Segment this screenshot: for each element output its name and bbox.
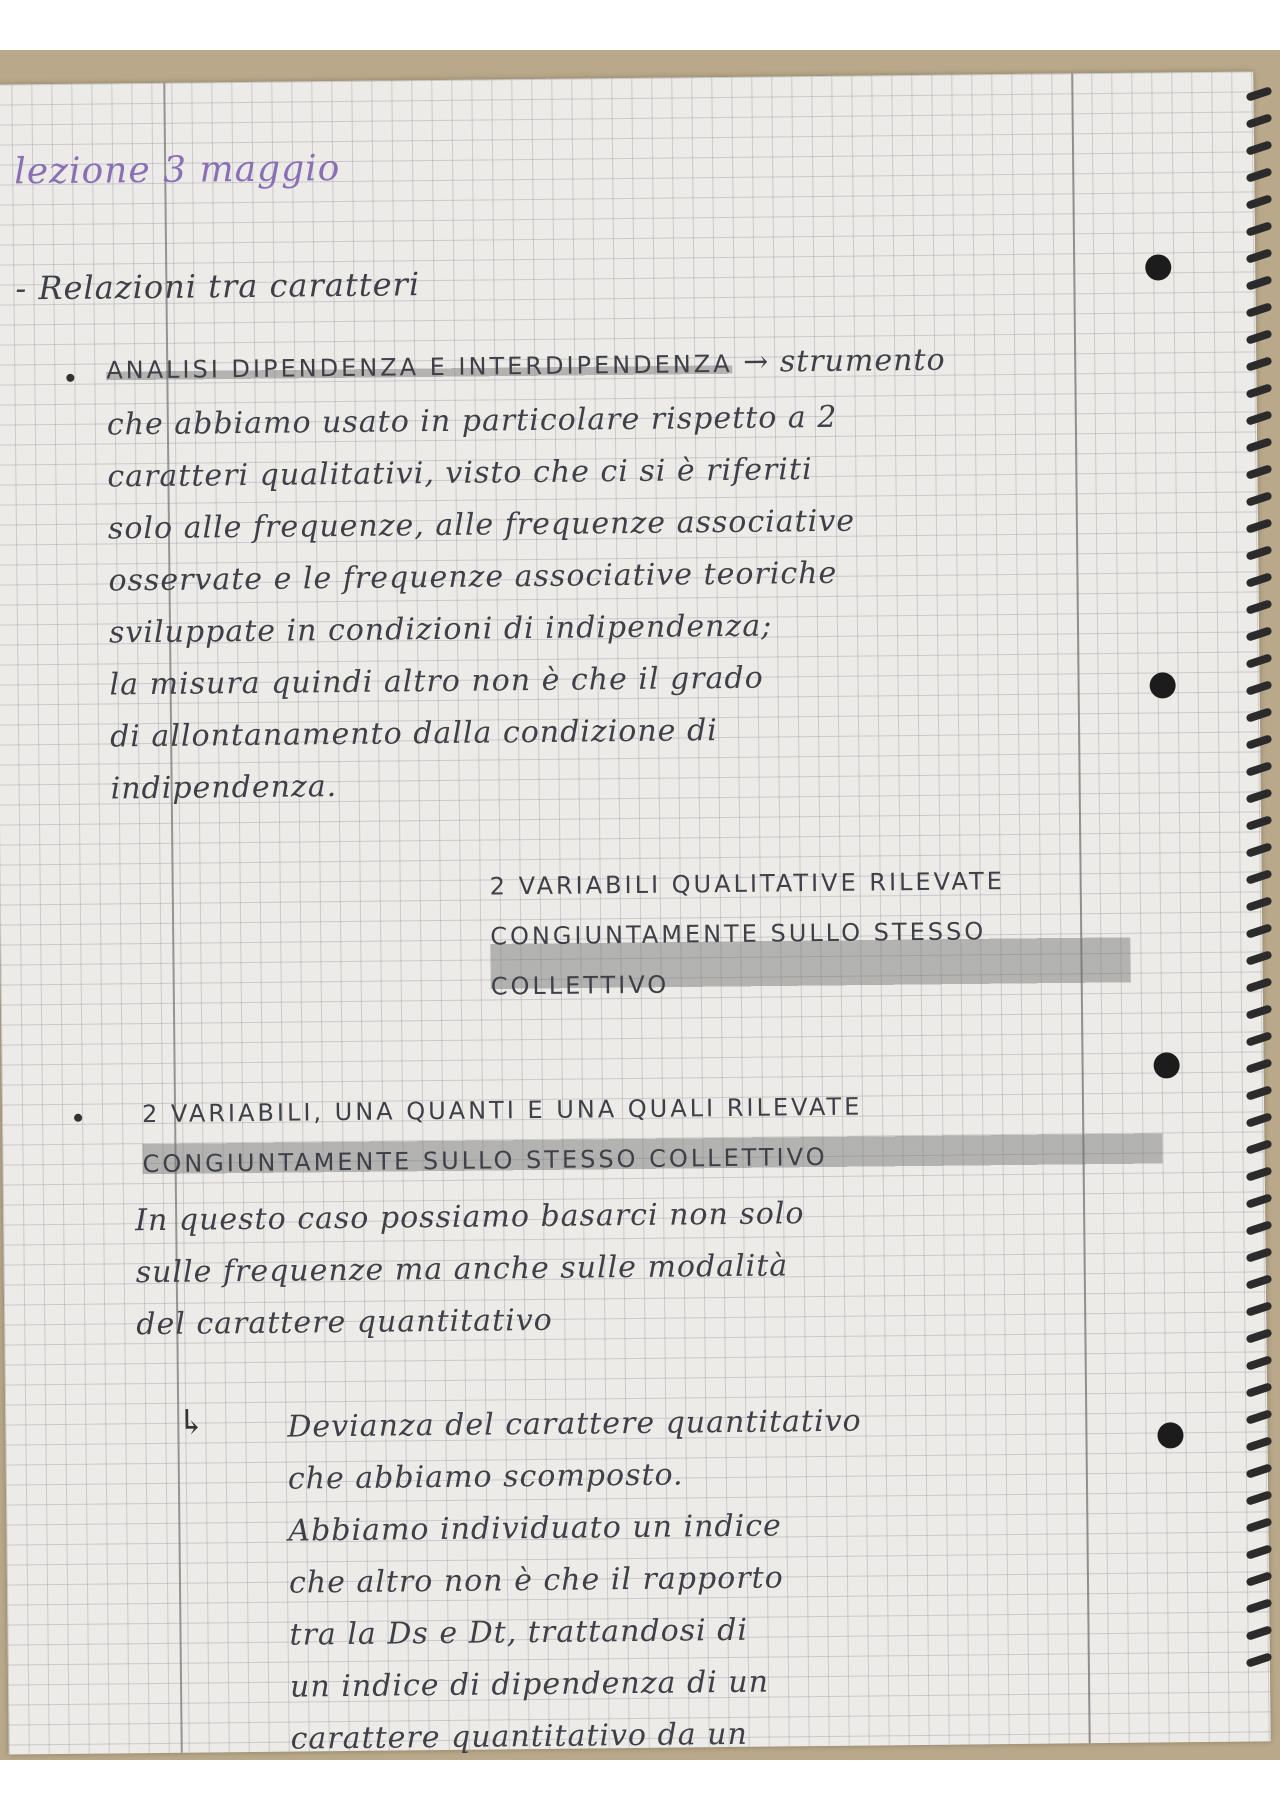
block4-text: Devianza del carattere quantitativo che abbiamo scomposto. Abbiamo individuato un indice che altro non è che il rapporto tra la Ds e Dt, trattandosi di un indice di dipendenza di un carattere quantitativo da un: [287, 1403, 862, 1757]
spiral-binding: [1232, 90, 1280, 1750]
block3-heading: 2 VARIABILI, UNA QUANTI E UNA QUALI RILEVATE CONGIUNTAMENTE SULLO STESSO COLLETTIVO: [142, 1078, 1163, 1189]
block1-heading-tail: → strumento: [732, 342, 946, 380]
bullet-point: [66, 374, 74, 382]
block2-caps-text: 2 VARIABILI QUALITATIVE RILEVATE CONGIUNTAMENTE SULLO STESSO COLLETTIVO: [489, 855, 1131, 1012]
block1-text: che abbiamo usato in particolare rispetto a 2 caratteri qualitativi, visto che ci si è riferiti solo alle frequenze, alle frequenze associative osservate e le frequenze associative teoriche sviluppate in condizioni di indipendenza; la misura quindi altro non è che il grado di allontanamento dalla condizione di indipendenza.: [106, 399, 856, 807]
block3-text: In questo caso possiamo basarci non solo sulle frequenze ma anche sulle modalità del carattere quantitativo: [135, 1196, 805, 1343]
left-margin-line: [163, 83, 182, 1753]
section-heading: - Relazioni tra caratteri: [15, 265, 421, 308]
arrow-icon: ↳: [177, 1402, 207, 1443]
bullet-point: [74, 1114, 82, 1122]
punch-hole: [1150, 672, 1176, 698]
punch-hole: [1153, 1052, 1179, 1078]
block1-heading-caps: ANALISI DIPENDENZA E INTERDIPENDENZA: [106, 349, 733, 385]
notebook-photo: [0, 50, 1280, 1760]
page-title: lezione 3 maggio: [13, 148, 341, 193]
punch-hole: [1157, 1422, 1183, 1448]
grid-paper-page: [0, 71, 1271, 1757]
block1-heading: [106, 335, 946, 397]
punch-hole: [1145, 254, 1171, 280]
